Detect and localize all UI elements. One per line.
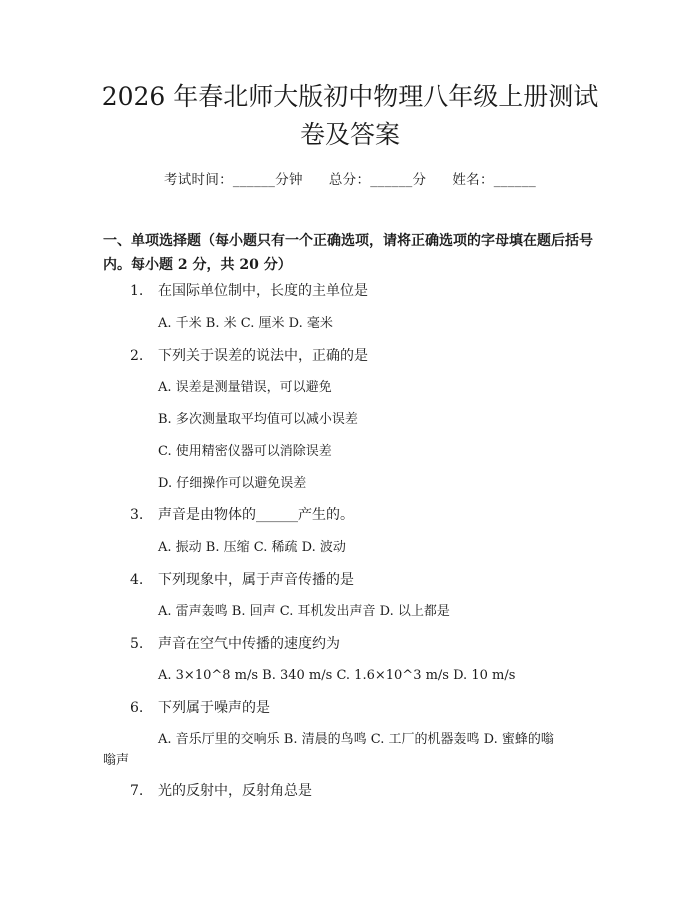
question-2-option-c: C. 使用精密仪器可以消除误差 [158,444,332,459]
section-heading [103,229,597,277]
question-number: 2. [130,348,144,364]
document-title [90,78,610,154]
exam-meta-line [0,168,700,188]
question-number: 6. [130,700,144,716]
question-6-options: A. 音乐厅里的交响乐 B. 清晨的鸟鸣 C. 工厂的机器轰鸣 D. 蜜蜂的嗡 [158,732,554,747]
title-line-2: 卷及答案 [299,120,400,149]
question-6-options-continued: 嗡声 [103,753,130,768]
question-2-option-a: A. 误差是测量错误，可以避免 [158,380,332,395]
question-3 [130,505,354,525]
question-text: 声音是由物体的______产生的。 [158,507,354,523]
question-text: 声音在空气中传播的速度约为 [158,636,340,652]
question-5 [130,634,340,654]
exam-time-field: 考试时间：______分钟 [163,172,303,188]
question-6 [130,698,270,718]
question-5-options: A. 3×10^8 m/s B. 340 m/s C. 1.6×10^3 m/s D. 10 m/s [158,668,516,683]
question-text: 下列现象中，属于声音传播的是 [158,572,354,588]
question-1-options: A. 千米 B. 米 C. 厘米 D. 毫米 [158,316,333,331]
question-3-options: A. 振动 B. 压缩 C. 稀疏 D. 波动 [158,540,346,555]
title-line-1: 2026 年春北师大版初中物理八年级上册测试 [101,82,599,111]
question-text: 下列属于噪声的是 [158,700,270,716]
question-2-option-b: B. 多次测量取平均值可以减小误差 [158,412,358,427]
total-score-field: 总分：______分 [328,172,427,188]
question-number: 4. [130,572,144,588]
question-number: 1. [130,283,144,299]
question-number: 3. [130,507,144,523]
question-number: 7. [130,783,144,799]
question-text: 在国际单位制中，长度的主单位是 [158,283,368,299]
question-4 [130,570,354,590]
section-heading-line-1: 一、单项选择题（每小题只有一个正确选项，请将正确选项的字母填在题后括号 [103,233,593,249]
question-4-options: A. 雷声轰鸣 B. 回声 C. 耳机发出声音 D. 以上都是 [158,604,450,619]
question-text: 光的反射中，反射角总是 [158,783,312,799]
section-heading-line-2: 内。每小题 2 分，共 20 分） [103,257,292,273]
question-number: 5. [130,636,144,652]
question-2 [130,346,368,366]
question-1 [130,281,368,301]
question-2-option-d: D. 仔细操作可以避免误差 [158,476,307,491]
question-text: 下列关于误差的说法中，正确的是 [158,348,368,364]
student-name-field: 姓名：______ [452,172,537,188]
question-7 [130,781,312,801]
